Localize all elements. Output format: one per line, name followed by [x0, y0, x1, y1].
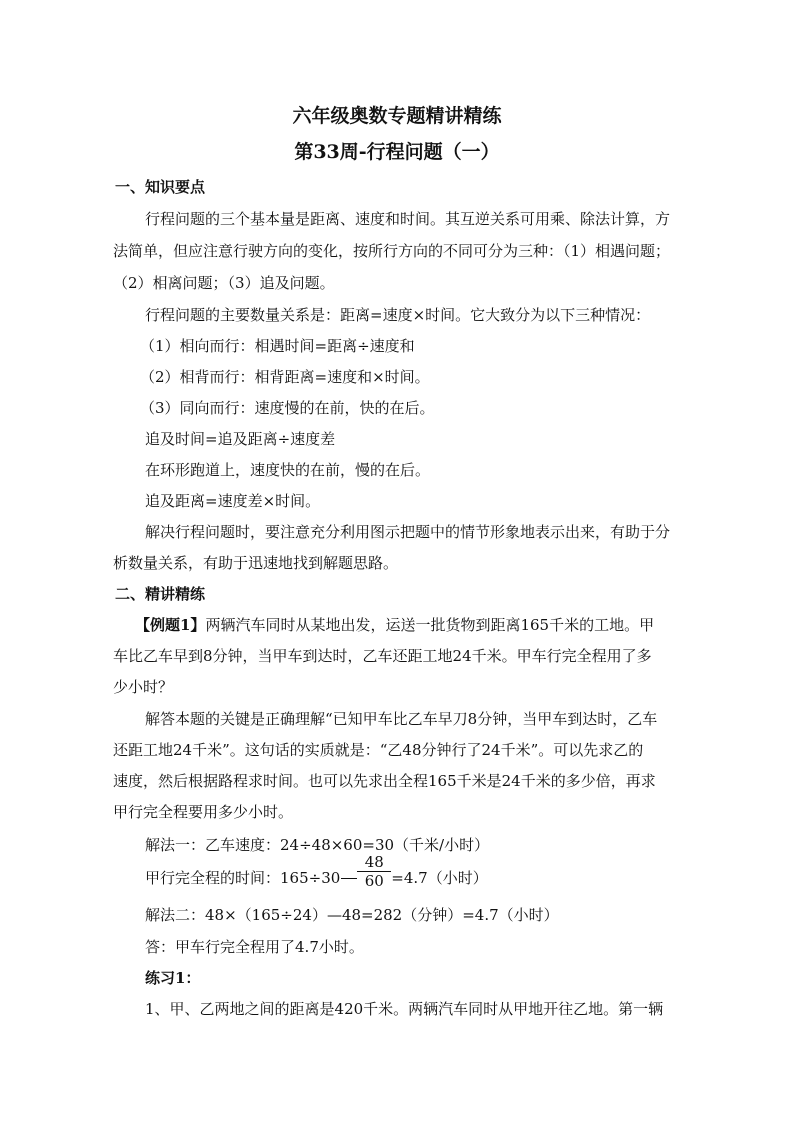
paragraph-intro-line-1: 行程问题的三个基本量是距离、速度和时间。其互逆关系可用乘、除法计算，方 — [145, 210, 671, 228]
solution-1-time-prefix: 甲行完全程的时间：165÷30 — [145, 869, 341, 887]
paragraph-intro-line-3: （2）相离问题；（3）追及问题。 — [113, 274, 335, 292]
analysis-line-1: 解答本题的关键是正确理解“已知甲车比乙车早刀8分钟，当甲车到达时，乙车 — [145, 710, 658, 728]
solution-1-time-suffix: =4.7（小时） — [391, 869, 488, 887]
fraction-numerator: 48 — [364, 853, 384, 871]
chase-distance-formula: 追及距离=速度差×时间。 — [145, 492, 321, 510]
analysis-line-3: 速度，然后根据路程求时间。也可以先求出全程165千米是24千米的多少倍，再求 — [113, 772, 656, 790]
practice-question-1: 1、甲、乙两地之间的距离是420千米。两辆汽车同时从甲地开往乙地。第一辆 — [145, 1000, 664, 1018]
ring-track-note: 在环形跑道上，速度快的在前，慢的在后。 — [145, 461, 431, 479]
example-1-label: 【例题1】 — [135, 616, 206, 634]
example-1-text: 两辆汽车同时从某地出发，运送一批货物到距离165千米的工地。甲 — [205, 616, 655, 634]
solution-1-time — [0, 853, 794, 906]
analysis-line-2: 还距工地24千米”。这句话的实质就是：“乙48分钟行了24千米”。可以先求乙的 — [113, 741, 644, 759]
paragraph-tip-line-2: 析数量关系，有助于迅速地找到解题思路。 — [113, 554, 399, 572]
paragraph-relation: 行程问题的主要数量关系是：距离=速度×时间。它大致分为以下三种情况： — [145, 306, 651, 324]
example-1-line-1 — [0, 614, 794, 636]
analysis-line-4: 甲行完全程要用多少小时。 — [113, 803, 294, 821]
example-1-line-2: 车比乙车早到8分钟，当甲车到达时，乙车还距工地24千米。甲车行完全程用了多 — [113, 647, 652, 665]
case-meeting: （1）相向而行：相遇时间=距离÷速度和 — [140, 337, 415, 355]
paragraph-tip-line-1: 解决行程问题时，要注意充分利用图示把题中的情节形象地表示出来，有助于分 — [145, 523, 671, 541]
practice-heading: 练习1： — [145, 969, 201, 987]
case-apart: （2）相背而行：相背距离=速度和×时间。 — [140, 368, 430, 386]
section-heading-practice: 二、精讲精练 — [115, 585, 206, 603]
solution-2: 解法二：48×（165÷24）—48=282（分钟）=4.7（小时） — [145, 906, 559, 924]
section-heading-knowledge: 一、知识要点 — [115, 178, 206, 196]
document-title: 六年级奥数专题精讲精练 — [292, 105, 502, 127]
case-same-direction: （3）同向而行：速度慢的在前，快的在后。 — [140, 399, 435, 417]
paragraph-intro-line-2: 法简单，但应注意行驶方向的变化，按所行方向的不同可分为三种：（1）相遇问题； — [113, 242, 671, 260]
document-subtitle: 第33周-行程问题（一） — [294, 141, 500, 163]
example-1-line-3: 少小时？ — [113, 678, 174, 696]
chase-time-formula: 追及时间=追及距离÷速度差 — [145, 430, 336, 448]
answer: 答：甲车行完全程用了4.7小时。 — [145, 938, 364, 956]
fraction — [357, 853, 391, 890]
solution-1: 解法一：乙车速度：24÷48×60=30（千米/小时） — [145, 836, 490, 854]
fraction-leading-dash — [341, 878, 357, 879]
fraction-denominator: 60 — [364, 872, 384, 890]
